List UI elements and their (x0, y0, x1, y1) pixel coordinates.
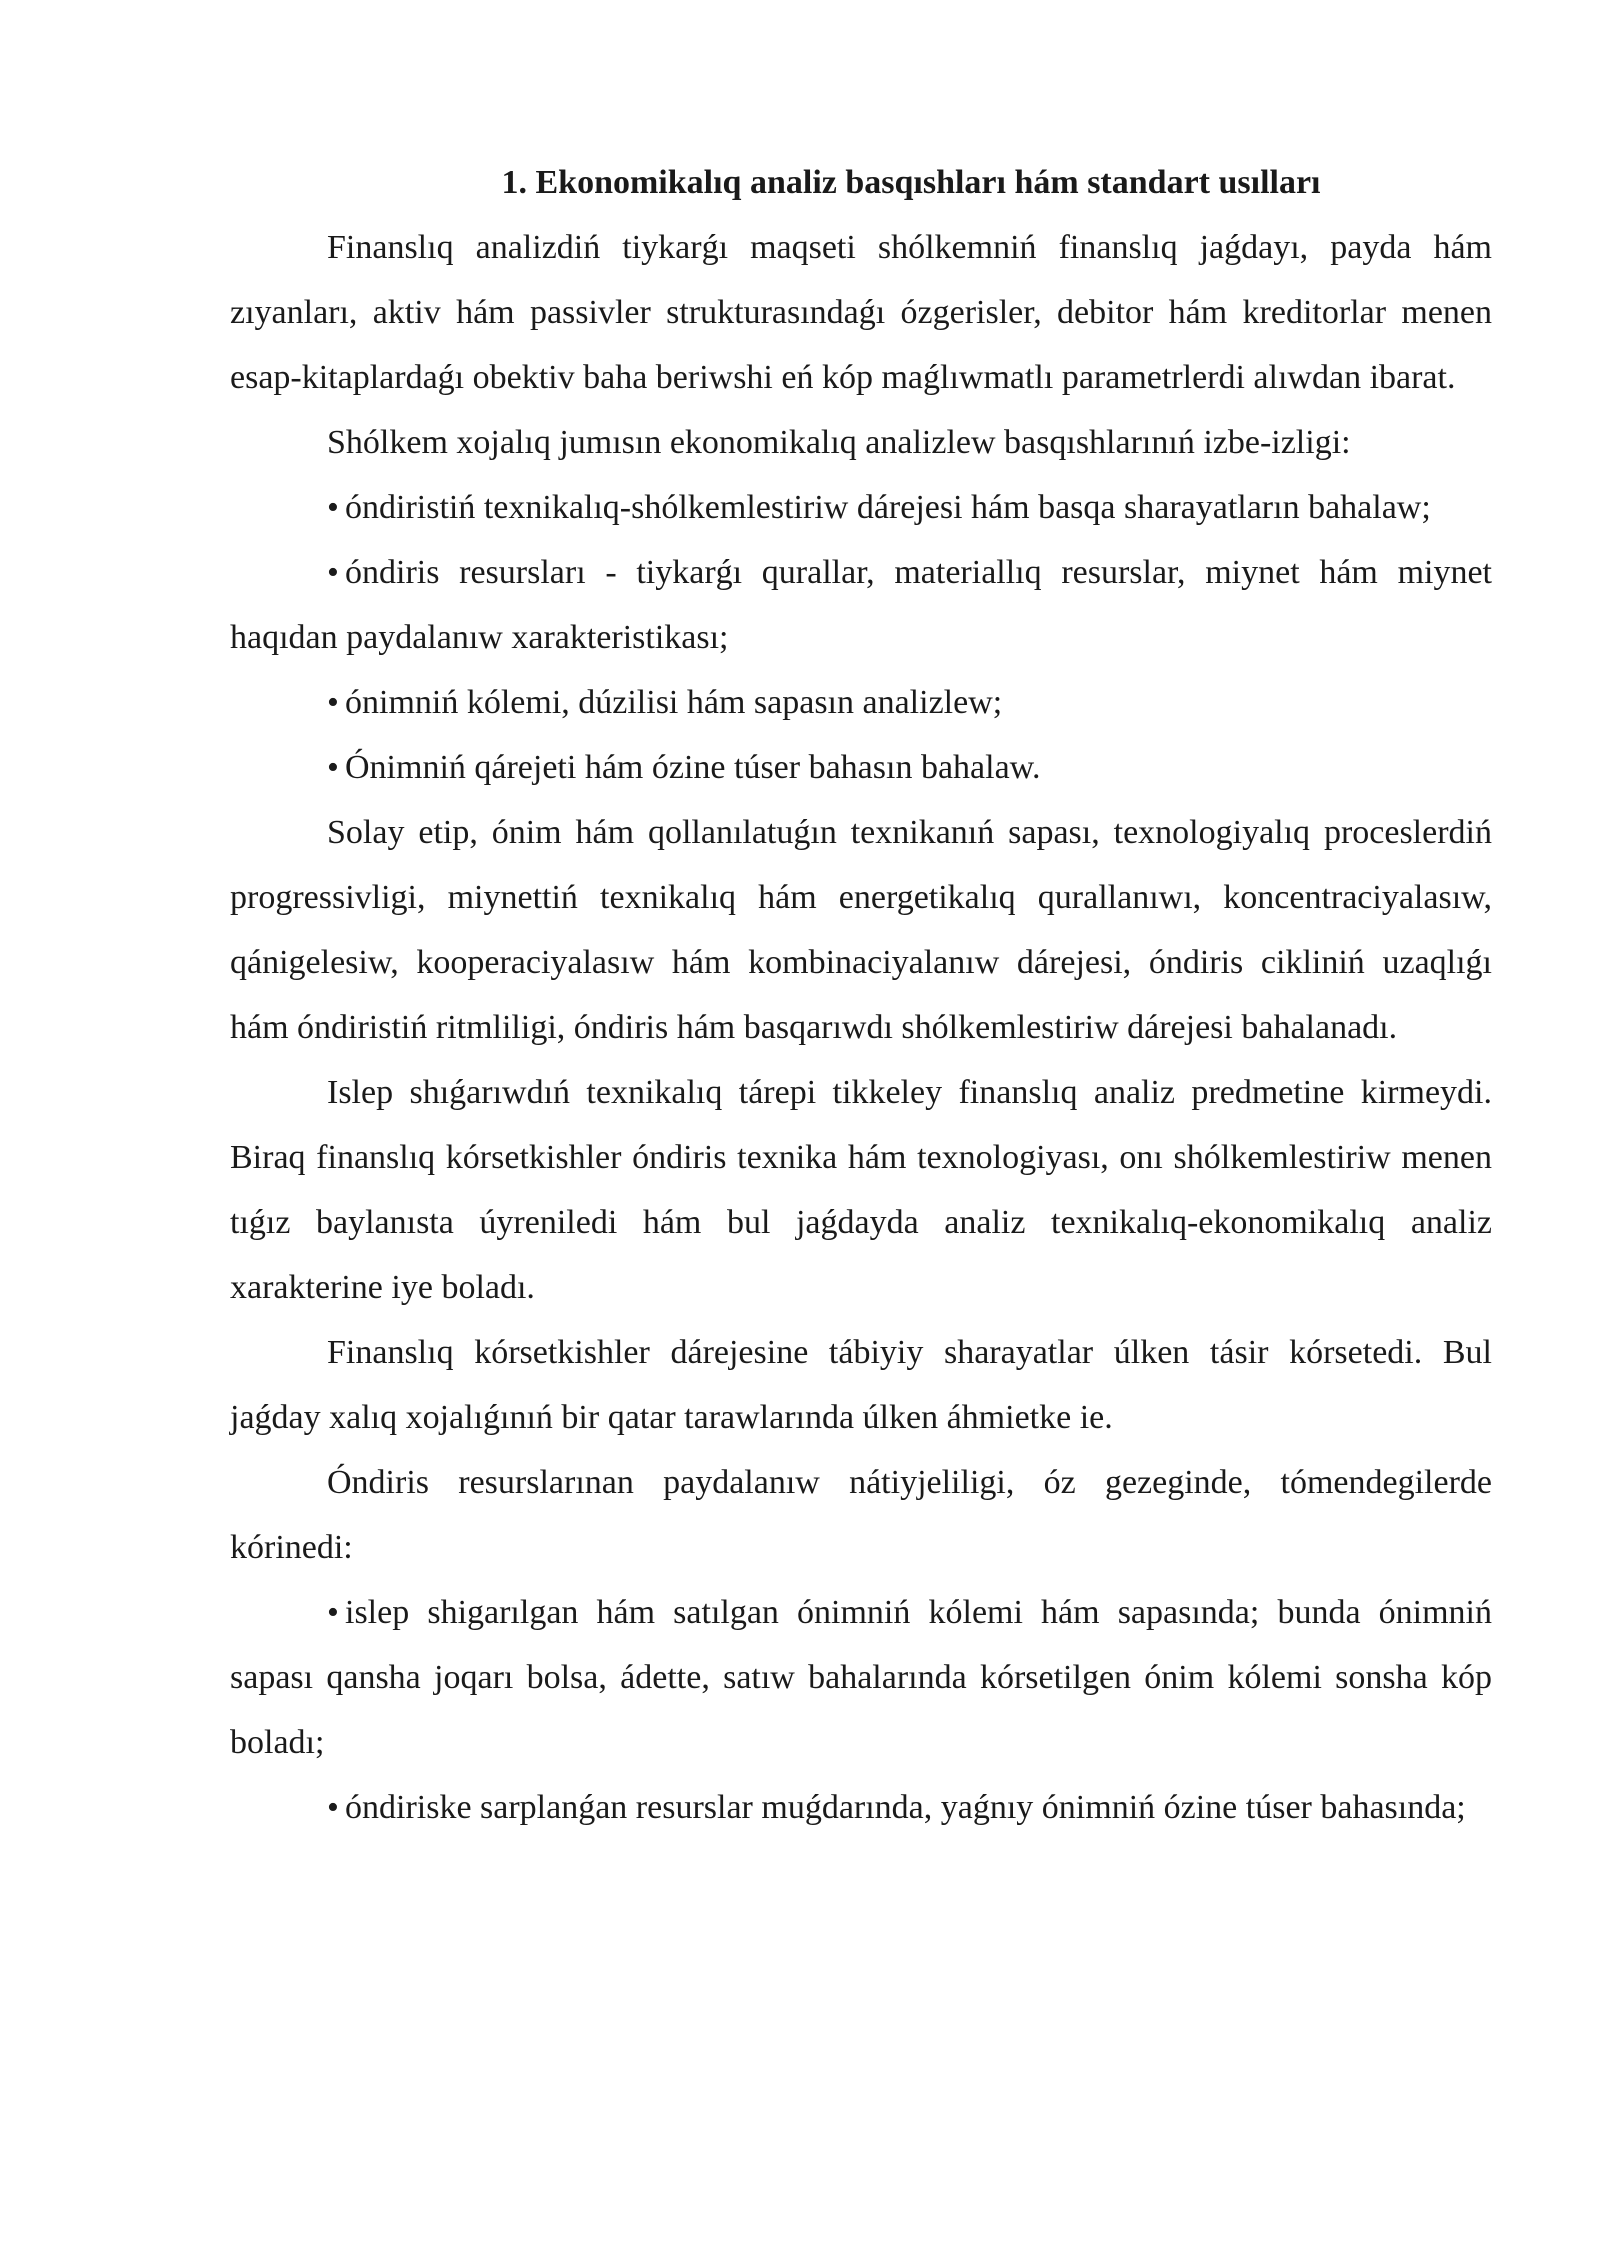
paragraph-6: Óndiris resurslarınan paydalanıw nátiyjeliligi, óz gezeginde, tómendegilerde kórinedi: (230, 1464, 1492, 1566)
document-title: 1. Ekonomikalıq analiz basqıshları hám standart usılları (501, 164, 1321, 201)
bullet-item-4 (230, 735, 1492, 800)
bullet-text: óndiristiń texnikalıq-shólkemlestiriw dárejesi hám basqa sharayatların bahalaw; (345, 489, 1431, 526)
bullet-text: islep shigarılgan hám satılgan ónimniń kólemi hám sapasında; bunda ónimniń sapası qansha joqarı bolsa, ádette, satıw bahalarında kórsetilgen ónim kólemi sonsha kóp boladı; (230, 1594, 1492, 1761)
bullet-icon: • (327, 1789, 339, 1826)
bullet-text: óndiriske sarplanǵan resurslar muǵdarında, yaǵnıy ónimniń ózine túser bahasında; (345, 1789, 1466, 1826)
bullet-item-2 (230, 540, 1492, 670)
bullet-icon: • (327, 749, 339, 786)
document-page (230, 150, 1492, 1840)
paragraph-1: Finanslıq analizdiń tiykarǵı maqseti shólkemniń finanslıq jaǵdayı, payda hám zıyanları, aktiv hám passivler strukturasındaǵı ózgerisler, debitor hám kreditorlar menen esap-kitaplardaǵı obektiv baha beriwshi eń kóp maǵlıwmatlı parametrlerdi alıwdan ibarat. (230, 229, 1492, 396)
paragraph-5: Finanslıq kórsetkishler dárejesine tábiyiy sharayatlar úlken tásir kórsetedi. Bul jaǵday xalıq xojalıǵınıń bir qatar tarawlarında úlken áhmietke ie. (230, 1334, 1492, 1436)
paragraph-4: Islep shıǵarıwdıń texnikalıq tárepi tikkeley finanslıq analiz predmetine kirmeydi. Biraq finanslıq kórsetkishler óndiris texnika hám texnologiyası, onı shólkemlestiriw menen tıǵız baylanısta úyreniledi hám bul jaǵdayda analiz texnikalıq-ekonomikalıq analiz xarakterine iye boladı. (230, 1074, 1492, 1306)
bullet-text: óndiris resursları - tiykarǵı qurallar, materiallıq resurslar, miynet hám miynet haqıdan paydalanıw xarakteristikası; (230, 554, 1492, 656)
bullet-item-5 (230, 1580, 1492, 1775)
bullet-icon: • (327, 554, 339, 591)
bullet-icon: • (327, 1594, 339, 1631)
bullet-item-1 (230, 475, 1492, 540)
bullet-icon: • (327, 684, 339, 721)
paragraph-3: Solay etip, ónim hám qollanılatuǵın texnikanıń sapası, texnologiyalıq proceslerdiń progressivligi, miynettiń texnikalıq hám energetikalıq qurallanıwı, koncentraciyalasıw, qánigelesiw, kooperaciyalasıw hám kombinaciyalanıw dárejesi, óndiris cikliniń uzaqlıǵı hám óndiristiń ritmliligi, óndiris hám basqarıwdı shólkemlestiriw dárejesi bahalanadı. (230, 814, 1492, 1046)
bullet-icon: • (327, 489, 339, 526)
bullet-text: Ónimniń qárejeti hám ózine túser bahasın bahalaw. (345, 749, 1041, 786)
bullet-item-3 (230, 670, 1492, 735)
bullet-text: ónimniń kólemi, dúzilisi hám sapasın analizlew; (345, 684, 1003, 721)
paragraph-2: Shólkem xojalıq jumısın ekonomikalıq analizlew basqıshlarınıń izbe-izligi: (327, 424, 1351, 461)
bullet-item-6 (230, 1775, 1492, 1840)
